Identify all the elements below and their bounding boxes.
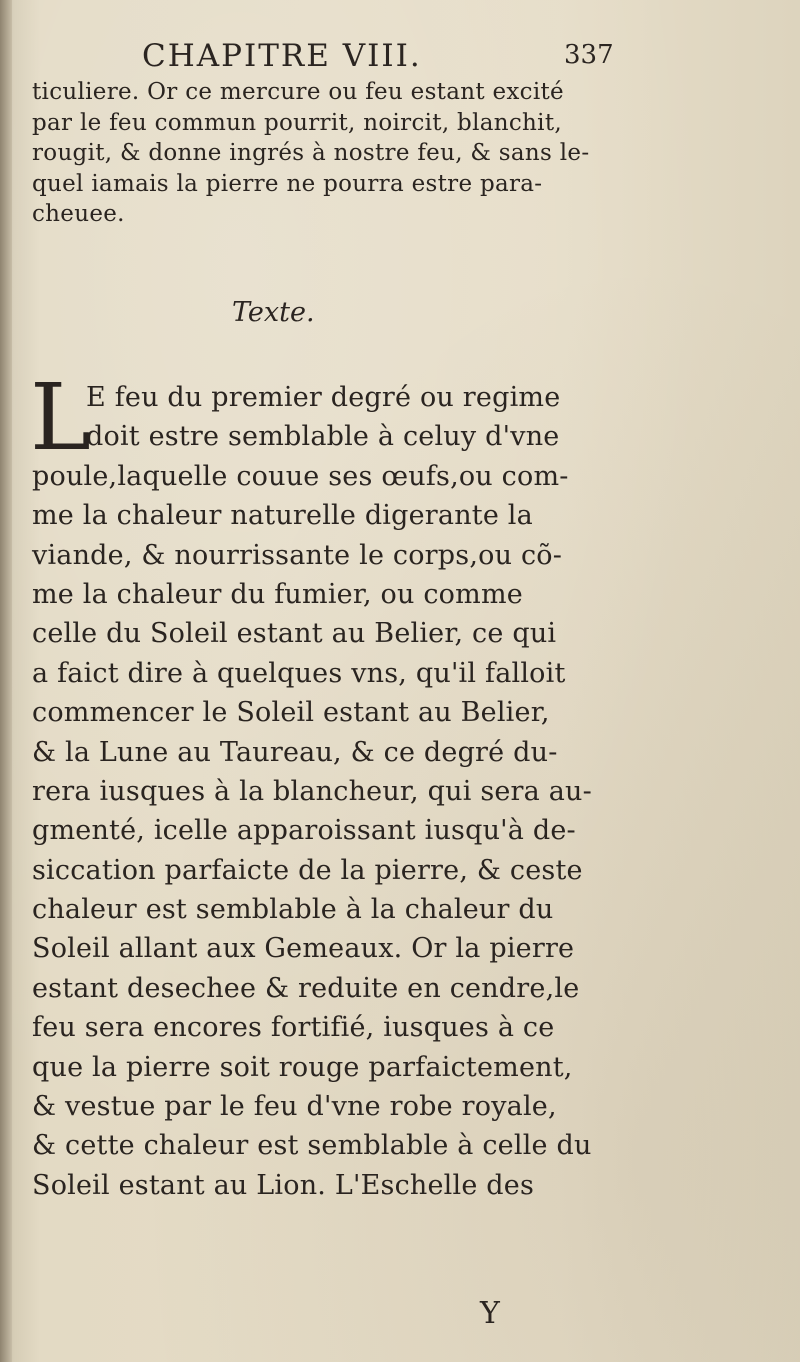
text-line: rera iusques à la blancheur, qui sera au- bbox=[32, 775, 592, 807]
main-paragraph bbox=[32, 378, 622, 1205]
text-line: & la Lune au Taureau, & ce degré du- bbox=[32, 736, 558, 768]
text-line: par le feu commun pourrit, noircit, blanchit, bbox=[32, 109, 562, 136]
text-line: Soleil estant au Lion. L'Eschelle des bbox=[32, 1169, 535, 1201]
text-line: & cette chaleur est semblable à celle du bbox=[32, 1130, 592, 1162]
text-line: chaleur est semblable à la chaleur du bbox=[32, 894, 554, 926]
drop-capital: L bbox=[30, 364, 92, 471]
running-title: CHAPITRE VIII. bbox=[142, 38, 422, 74]
page-binding-edge bbox=[0, 0, 12, 1362]
text-line: celle du Soleil estant au Belier, ce qui bbox=[32, 618, 557, 650]
text-line: me la chaleur naturelle digerante la bbox=[32, 500, 533, 532]
page-header bbox=[30, 38, 630, 80]
text-line: que la pierre soit rouge parfaictement, bbox=[32, 1051, 573, 1083]
signature-mark: Y bbox=[480, 1296, 500, 1331]
text-line: Soleil allant aux Gemeaux. Or la pierre bbox=[32, 933, 575, 965]
text-line: doit estre semblable à celuy d'vne bbox=[86, 421, 560, 453]
text-line: me la chaleur du fumier, ou comme bbox=[32, 578, 523, 610]
text-line: feu sera encores fortifié, iusques à ce bbox=[32, 1012, 555, 1044]
text-line: cheuee. bbox=[32, 201, 125, 227]
text-line: quel iamais la pierre ne pourra estre para- bbox=[32, 170, 543, 197]
section-heading: Texte. bbox=[232, 297, 315, 328]
text-line: & vestue par le feu d'vne robe royale, bbox=[32, 1091, 557, 1123]
page-number: 337 bbox=[564, 40, 614, 70]
text-line: ticuliere. Or ce mercure ou feu estant excité bbox=[32, 79, 564, 105]
intro-paragraph bbox=[32, 77, 622, 230]
text-line: rougit, & donne ingrés à nostre feu, & sans le- bbox=[32, 140, 590, 166]
text-line: siccation parfaicte de la pierre, & ceste bbox=[32, 854, 583, 886]
text-line: a faict dire à quelques vns, qu'il falloit bbox=[32, 657, 566, 689]
text-line: gmenté, icelle apparoissant iusqu'à de- bbox=[32, 815, 576, 847]
text-line: estant desechee & reduite en cendre,le bbox=[32, 972, 580, 1004]
text-line: viande, & nourrissante le corps,ou cõ- bbox=[32, 539, 563, 571]
text-line: poule,laquelle couue ses œufs,ou com- bbox=[32, 460, 569, 492]
text-line: E feu du premier degré ou regime bbox=[86, 382, 561, 413]
text-line: commencer le Soleil estant au Belier, bbox=[32, 697, 550, 729]
